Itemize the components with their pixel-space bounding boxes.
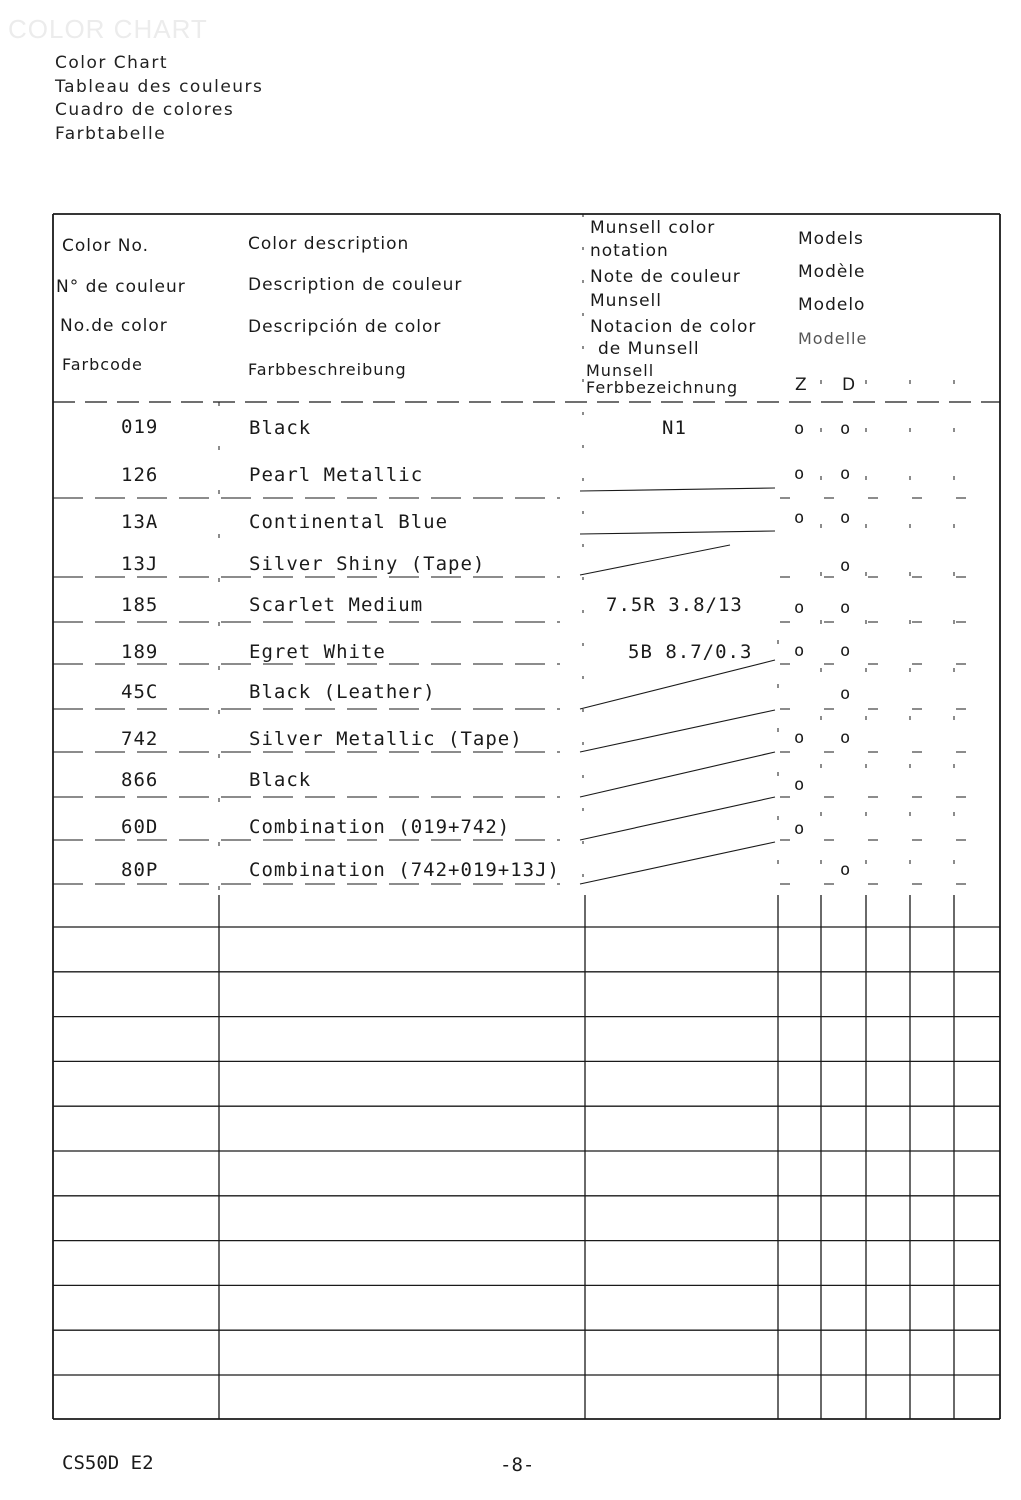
header-munsell-7: Munsell — [586, 361, 655, 380]
row-model-z: o — [794, 598, 805, 618]
row-code: 866 — [121, 769, 159, 791]
row-description: Black — [249, 769, 312, 791]
row-model-z: o — [794, 775, 805, 795]
row-description: Black (Leather) — [249, 681, 436, 703]
row-code: 45C — [121, 681, 159, 703]
model-column-z: Z — [795, 375, 808, 395]
header-description-en: Color description — [248, 234, 410, 254]
title-french: Tableau des couleurs — [55, 76, 264, 97]
row-description: Continental Blue — [249, 511, 449, 533]
row-model-d: o — [840, 728, 851, 748]
row-code: 189 — [121, 641, 159, 663]
faded-heading: COLOR CHART — [8, 14, 208, 44]
row-description: Black — [249, 417, 312, 439]
row-model-z: o — [794, 464, 805, 484]
row-model-z: o — [794, 728, 805, 748]
header-description-de: Farbbeschreibung — [248, 360, 407, 379]
empty-value-stroke — [580, 842, 775, 884]
row-munsell: 5B 8.7/0.3 — [628, 641, 753, 663]
row-model-d: o — [840, 641, 851, 661]
row-code: 019 — [121, 416, 159, 438]
header-color-no-fr: N° de couleur — [56, 277, 186, 297]
document-code: CS50D E2 — [62, 1452, 154, 1474]
header-munsell-4: Munsell — [590, 291, 662, 311]
row-code: 60D — [121, 816, 159, 838]
row-munsell: 7.5R 3.8/13 — [606, 594, 743, 616]
title-english: Color Chart — [55, 53, 169, 73]
header-munsell-6: de Munsell — [598, 339, 700, 359]
empty-value-stroke — [580, 531, 775, 534]
page-number: -8- — [500, 1454, 535, 1476]
row-model-d: o — [840, 598, 851, 618]
empty-value-stroke — [580, 545, 730, 575]
row-code: 185 — [121, 594, 159, 616]
row-description: Egret White — [249, 641, 386, 663]
row-model-z: o — [794, 419, 805, 439]
header-models-es: Modelo — [798, 295, 866, 315]
row-description: Scarlet Medium — [249, 594, 424, 616]
row-code: 742 — [121, 728, 159, 750]
header-munsell-3: Note de couleur — [590, 267, 741, 287]
header-description-es: Descripción de color — [248, 317, 442, 337]
header-models-en: Models — [798, 229, 864, 249]
row-munsell: N1 — [662, 417, 687, 439]
row-description: Combination (742+019+13J) — [249, 859, 560, 881]
empty-value-stroke — [580, 660, 775, 709]
empty-value-stroke — [580, 797, 775, 840]
row-model-d: o — [840, 508, 851, 528]
header-munsell-5: Notacion de color — [590, 317, 757, 337]
row-code: 13A — [121, 511, 159, 533]
row-model-d: o — [840, 419, 851, 439]
row-description: Combination (019+742) — [249, 816, 511, 838]
row-model-z: o — [794, 641, 805, 661]
empty-value-stroke — [580, 752, 775, 797]
model-column-d: D — [842, 375, 857, 395]
header-munsell-2: notation — [590, 241, 669, 261]
row-description: Silver Metallic (Tape) — [249, 728, 523, 750]
row-model-d: o — [840, 464, 851, 484]
row-model-z: o — [794, 508, 805, 528]
empty-value-stroke — [580, 710, 775, 752]
row-code: 80P — [121, 859, 159, 881]
row-model-d: o — [840, 860, 851, 880]
header-models-fr: Modèle — [798, 262, 866, 282]
row-code: 13J — [121, 553, 159, 575]
header-color-no-de: Farbcode — [62, 355, 143, 374]
row-description: Silver Shiny (Tape) — [249, 553, 486, 575]
header-munsell-1: Munsell color — [590, 218, 716, 238]
empty-value-stroke — [580, 488, 775, 491]
row-description: Pearl Metallic — [249, 464, 424, 486]
row-model-d: o — [840, 556, 851, 576]
header-munsell-8: Ferbbezeichnung — [586, 378, 739, 397]
title-german: Farbtabelle — [55, 123, 167, 144]
row-code: 126 — [121, 464, 159, 486]
header-color-no-en: Color No. — [62, 236, 150, 256]
row-model-z: o — [794, 819, 805, 839]
header-description-fr: Description de couleur — [248, 275, 463, 295]
title-spanish: Cuadro de colores — [55, 100, 235, 120]
row-model-d: o — [840, 684, 851, 704]
header-models-de: Modelle — [798, 329, 868, 348]
header-color-no-es: No.de color — [60, 316, 168, 336]
